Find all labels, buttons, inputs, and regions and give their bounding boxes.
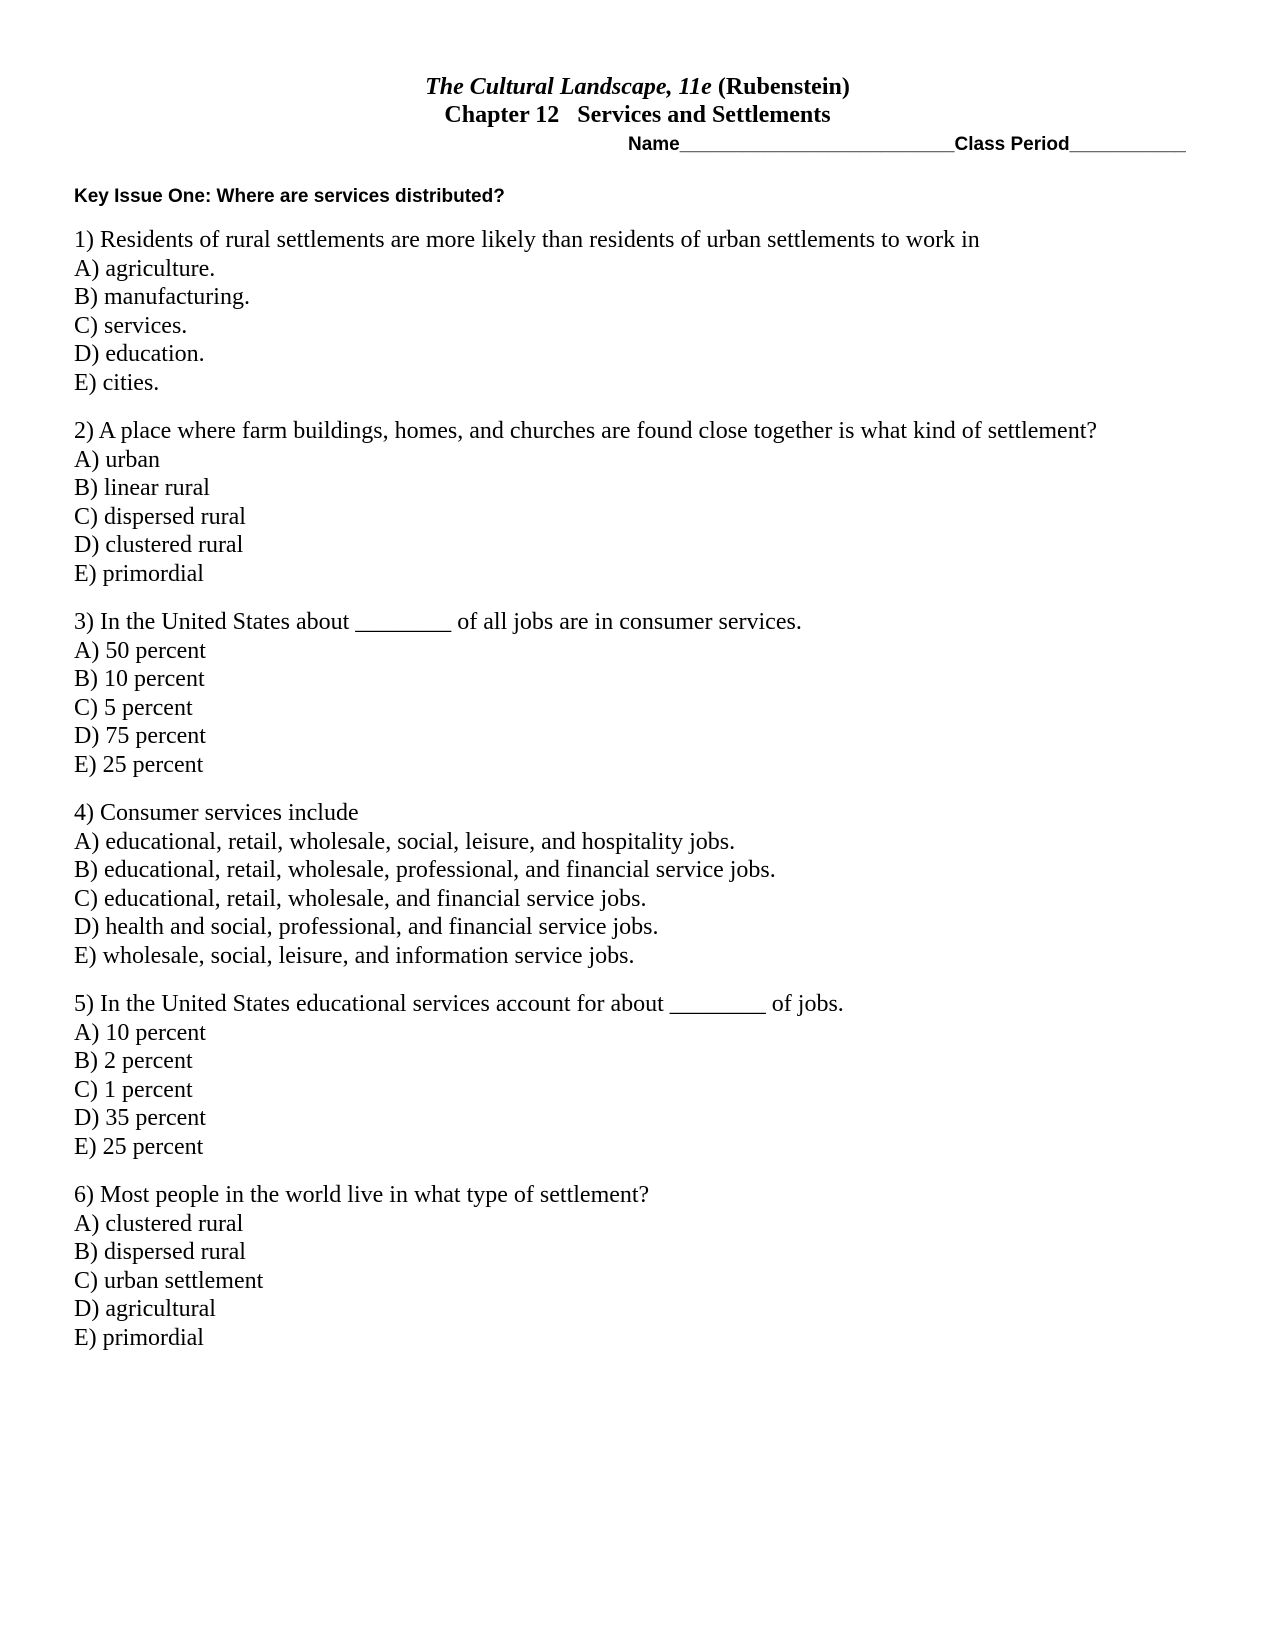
answer-option: D) agricultural (74, 1296, 216, 1322)
answer-option: C) 1 percent (74, 1076, 193, 1103)
question-3 (74, 608, 1254, 779)
answer-option: A) 10 percent (74, 1019, 206, 1046)
answer-option: E) 25 percent (74, 751, 204, 778)
answer-option: E) 25 percent (74, 1133, 204, 1160)
answer-option: C) dispersed rural (74, 503, 246, 530)
class-period-blank: ___________ (1069, 134, 1186, 155)
question-text: 5) In the United States educational services account for about ________ of jobs. (74, 991, 844, 1017)
question-2 (74, 417, 1254, 588)
answer-option: D) education. (74, 341, 205, 367)
answer-option: C) educational, retail, wholesale, and financial service jobs. (74, 885, 647, 912)
answer-option: D) 75 percent (74, 723, 206, 749)
answer-option: B) 2 percent (74, 1048, 193, 1074)
answer-option: E) wholesale, social, leisure, and information service jobs. (74, 942, 635, 969)
answer-option: B) educational, retail, wholesale, professional, and financial service jobs. (74, 857, 776, 883)
answer-option: A) educational, retail, wholesale, social, leisure, and hospitality jobs. (74, 828, 736, 855)
answer-option: E) primordial (74, 1324, 204, 1351)
question-text: 2) A place where farm buildings, homes, and churches are found close together is what kind of settlement? (74, 418, 1098, 444)
answer-option: E) primordial (74, 560, 204, 587)
answer-option: C) urban settlement (74, 1267, 264, 1294)
chapter-title: Chapter 12 Services and Settlements (444, 102, 831, 128)
question-1 (74, 226, 1254, 397)
question-text: 1) Residents of rural settlements are more likely than residents of urban settlements to work in (74, 227, 980, 253)
class-period-label: Class Period (954, 134, 1070, 155)
answer-option: A) agriculture. (74, 255, 216, 282)
answer-option: E) cities. (74, 369, 160, 396)
question-text: 6) Most people in the world live in what type of settlement? (74, 1182, 650, 1208)
answer-option: C) 5 percent (74, 694, 193, 721)
question-5 (74, 990, 1254, 1161)
answer-option: C) services. (74, 312, 188, 339)
answer-option: D) clustered rural (74, 532, 244, 558)
name-blank: __________________________ (679, 134, 955, 155)
answer-option: A) clustered rural (74, 1210, 244, 1237)
question-text: 3) In the United States about ________ of all jobs are in consumer services. (74, 609, 802, 635)
section-heading: Key Issue One: Where are services distributed? (74, 186, 505, 207)
book-title-italic: The Cultural Landscape, 11e (425, 74, 712, 100)
question-4 (74, 799, 1254, 970)
question-6 (74, 1181, 1254, 1352)
name-class-row (628, 133, 1186, 157)
book-author: (Rubenstein) (711, 74, 850, 100)
question-text: 4) Consumer services include (74, 800, 359, 826)
name-label: Name (628, 134, 680, 155)
answer-option: A) urban (74, 446, 160, 473)
answer-option: B) 10 percent (74, 666, 205, 692)
answer-option: B) linear rural (74, 475, 210, 501)
answer-option: A) 50 percent (74, 637, 206, 664)
answer-option: D) 35 percent (74, 1105, 206, 1131)
answer-option: B) dispersed rural (74, 1239, 246, 1265)
answer-option: D) health and social, professional, and financial service jobs. (74, 914, 659, 940)
book-title (0, 73, 1275, 101)
answer-option: B) manufacturing. (74, 284, 250, 310)
